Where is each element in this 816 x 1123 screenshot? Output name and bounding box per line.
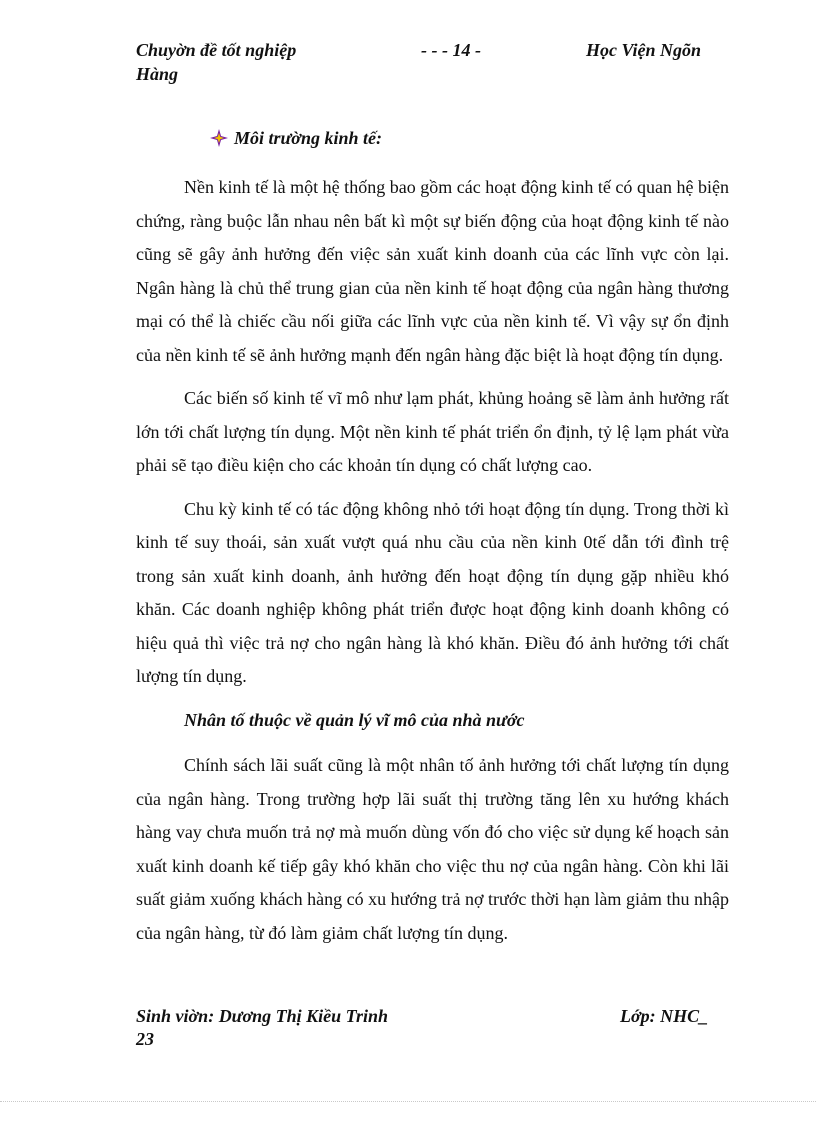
footer-class-number: 23 [136,1029,154,1049]
paragraph: Chu kỳ kinh tế có tác động không nhỏ tới hoạt động tín dụng. Trong thời kì kinh tế suy thoái, sản xuất vượt quá nhu cầu của nền kinh 0tế dẫn tới đình trệ trong sản xuất kinh doanh, ảnh hưởng đến hoạt động tín dụng gặp nhiều khó khăn. Các doanh nghiệp không phát triển được hoạt động kinh doanh không có hiệu quả thì việc trả nợ cho ngân hàng là khó khăn. Điều đó ảnh hưởng tới chất lượng tín dụng. [136,498,729,686]
page-bottom-divider [0,1101,816,1102]
footer-class: Lớp: NHC_ [620,1006,709,1026]
header-left-text: Chuyờn đề tốt nghiệp [136,40,297,60]
footer-student-name: Sinh viờn: Dương Thị Kiều Trinh [136,1006,389,1026]
paragraph: Các biến số kinh tế vĩ mô như lạm phát, khủng hoảng sẽ làm ảnh hưởng rất lớn tới chất lượng tín dụng. Một nền kinh tế phát triển ổn định, tỷ lệ lạm phát vừa phải sẽ tạo điều kiện cho các khoản tín dụng có chất lượng cao. [136,388,729,475]
header-page-number: - - - 14 - [421,40,481,60]
document-body [136,171,729,960]
paragraph: Nền kinh tế là một hệ thống bao gồm các hoạt động kinh tế có quan hệ biện chứng, ràng buộc lẫn nhau nên bất kì một sự biến động của hoạt động kinh tế nào cũng sẽ gây ảnh hưởng đến việc sản xuất kinh doanh của các lĩnh vực còn lại. Ngân hàng là chủ thể trung gian của nền kinh tế hoạt động của ngân hàng thương mại có thể là chiếc cầu nối giữa các lĩnh vực của nền kinh tế. Vì vậy sự ổn định của nền kinh tế sẽ ảnh hưởng mạnh đến ngân hàng đặc biệt là hoạt động tín dụng. [136,177,729,365]
section-heading [210,126,382,150]
header-left-text-line2: Hàng [136,64,179,84]
four-point-star-bullet-icon [210,129,228,147]
section-heading-text: Môi trường kinh tế: [234,128,382,148]
header-right-text: Học Viện Ngõn [586,40,702,60]
subheading: Nhân tố thuộc về quản lý vĩ mô của nhà nước [184,709,525,730]
paragraph: Chính sách lãi suất cũng là một nhân tố ảnh hưởng tới chất lượng tín dụng của ngân hàng. Trong trường hợp lãi suất thị trường tăng lên xu hướng khách hàng vay chưa muốn trả nợ mà muốn dùng vốn đó cho việc sử dụng kế hoạch sản xuất kinh doanh kế tiếp gây khó khăn cho việc thu nợ của ngân hàng. Còn khi lãi suất giảm xuống khách hàng có xu hướng trả nợ trước thời hạn làm giảm thu nhập của ngân hàng, từ đó làm giảm chất lượng tín dụng. [136,755,729,943]
